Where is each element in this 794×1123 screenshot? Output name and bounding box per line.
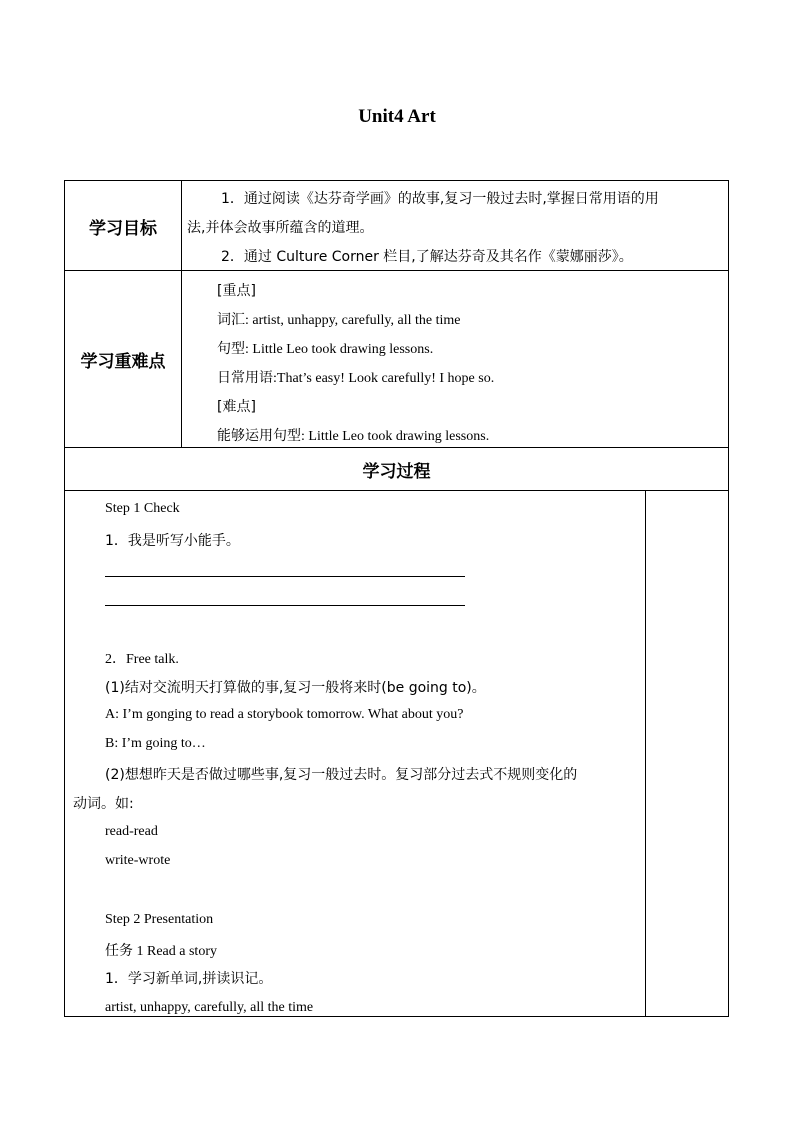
past-tense-instruction: (2)想想昨天是否做过哪些事,复习一般过去时。复习部分过去式不规则变化的	[105, 767, 578, 783]
objective-1-cont: 法,并体会故事所蕴含的道理。	[187, 220, 374, 236]
column-divider	[181, 181, 182, 447]
process-title: 学习过程	[362, 462, 431, 482]
key-points-label: 学习重难点	[80, 352, 166, 372]
verb-example: read-read	[105, 824, 158, 839]
dictation-item: 1．我是听写小能手。	[105, 533, 240, 549]
difficulty-line: 能够运用句型: Little Leo took drawing lessons.	[217, 429, 490, 444]
task-1-heading: 任务 1 Read a story	[105, 944, 217, 959]
step-2-heading: Step 2 Presentation	[105, 912, 214, 927]
key-points-content	[217, 277, 717, 451]
pair-talk-instruction: (1)结对交流明天打算做的事,复习一般将来时(be going to)。	[105, 680, 486, 696]
phrases-line: 日常用语:That’s easy! Look carefully! I hope so.	[217, 371, 495, 386]
past-tense-instruction-cont: 动词。如:	[73, 796, 134, 812]
objectives-content	[187, 185, 725, 272]
document-title: Unit4 Art	[358, 106, 436, 127]
new-words-list: artist, unhappy, carefully, all the time	[105, 1000, 314, 1015]
step-1-heading: Step 1 Check	[105, 501, 180, 516]
vocab-line: 词汇: artist, unhappy, carefully, all the time	[217, 313, 461, 328]
column-divider	[645, 490, 646, 1017]
free-talk-item: 2．Free talk.	[105, 652, 179, 667]
verb-example: write-wrote	[105, 853, 171, 868]
objective-1: 1．通过阅读《达芬奇学画》的故事,复习一般过去时,掌握日常用语的用	[221, 191, 659, 207]
objective-2: 2．通过 Culture Corner 栏目,了解达芬奇及其名作《蒙娜丽莎》。	[221, 249, 633, 265]
new-words-instruction: 1．学习新单词,拼读识记。	[105, 971, 273, 987]
lesson-table	[64, 180, 729, 1017]
difficulty-heading: [难点]	[217, 399, 256, 415]
dialogue-b: B: I’m going to…	[105, 736, 206, 751]
answer-blank	[105, 605, 465, 606]
answer-blank	[105, 576, 465, 577]
objectives-label: 学习目标	[89, 219, 157, 239]
process-content	[65, 490, 645, 1017]
pattern-line: 句型: Little Leo took drawing lessons.	[217, 342, 434, 357]
focus-heading: [重点]	[217, 283, 256, 299]
dialogue-a: A: I’m gonging to read a storybook tomorrow. What about you?	[105, 707, 464, 722]
